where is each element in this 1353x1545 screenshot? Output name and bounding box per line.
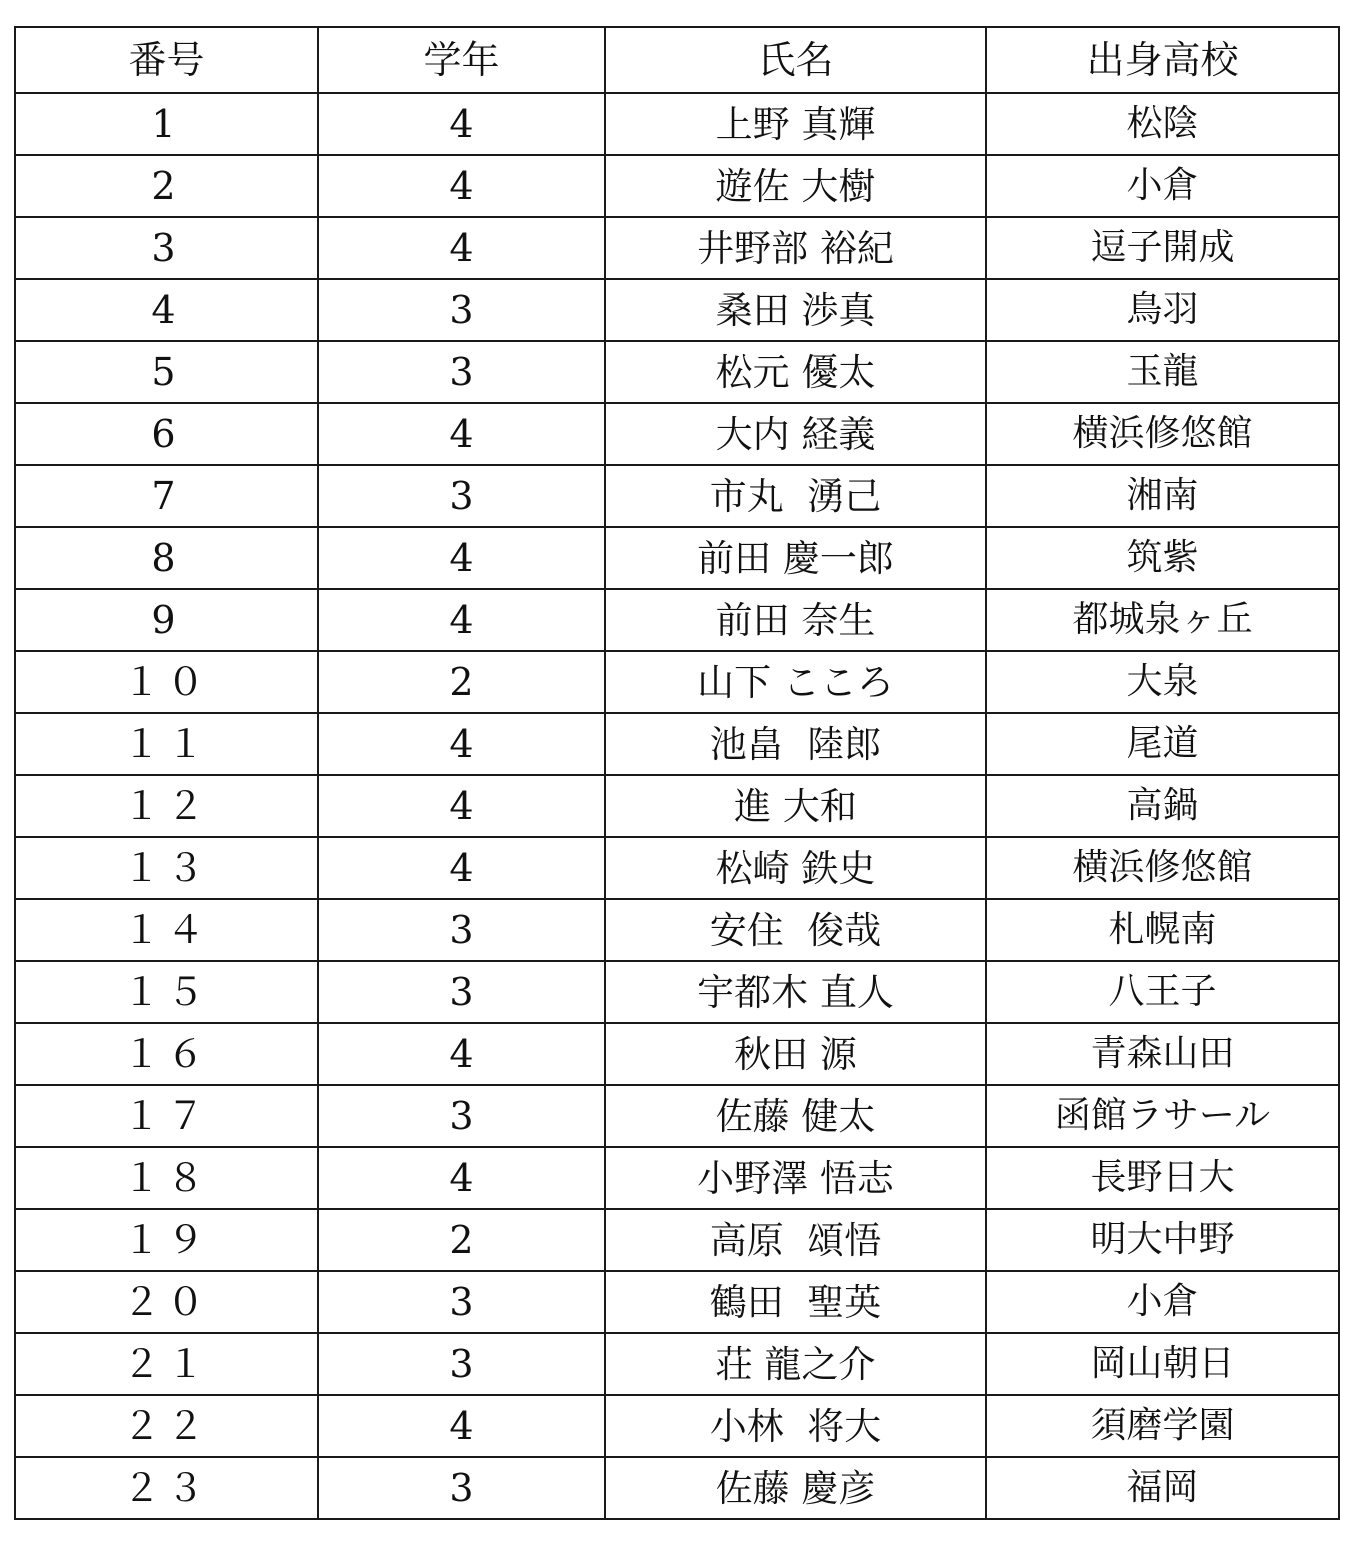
- cell-number: ２１: [15, 1333, 318, 1395]
- table-row: [15, 217, 1339, 279]
- cell-year: 2: [318, 1209, 605, 1271]
- table-row: [15, 1209, 1339, 1271]
- cell-number: １４: [15, 899, 318, 961]
- cell-number: 9: [15, 589, 318, 651]
- cell-high-school: 八王子: [986, 961, 1339, 1023]
- cell-number: ２３: [15, 1457, 318, 1519]
- table-row: [15, 651, 1339, 713]
- cell-year: 3: [318, 1333, 605, 1395]
- cell-student-name: 小林 将大: [605, 1395, 986, 1457]
- header-row: [15, 27, 1339, 93]
- cell-year: 2: [318, 651, 605, 713]
- cell-student-name: 前田 奈生: [605, 589, 986, 651]
- cell-high-school: 札幌南: [986, 899, 1339, 961]
- cell-number: １９: [15, 1209, 318, 1271]
- cell-number: 1: [15, 93, 318, 155]
- cell-high-school: 岡山朝日: [986, 1333, 1339, 1395]
- cell-student-name: 山下 こころ: [605, 651, 986, 713]
- cell-year: 4: [318, 589, 605, 651]
- cell-number: 2: [15, 155, 318, 217]
- cell-year: 3: [318, 341, 605, 403]
- header-name: 氏名: [605, 27, 986, 93]
- cell-number: １７: [15, 1085, 318, 1147]
- cell-year: 4: [318, 1395, 605, 1457]
- table-row: [15, 527, 1339, 589]
- cell-year: 4: [318, 403, 605, 465]
- cell-high-school: 明大中野: [986, 1209, 1339, 1271]
- table-row: [15, 465, 1339, 527]
- cell-number: １５: [15, 961, 318, 1023]
- cell-number: 3: [15, 217, 318, 279]
- cell-number: 7: [15, 465, 318, 527]
- table-row: [15, 775, 1339, 837]
- table-row: [15, 93, 1339, 155]
- table-row: [15, 961, 1339, 1023]
- cell-high-school: 都城泉ヶ丘: [986, 589, 1339, 651]
- cell-year: 4: [318, 837, 605, 899]
- cell-student-name: 高原 頌悟: [605, 1209, 986, 1271]
- table-row: [15, 837, 1339, 899]
- table-row: [15, 1085, 1339, 1147]
- roster-body: [15, 93, 1339, 1519]
- cell-number: 5: [15, 341, 318, 403]
- cell-year: 4: [318, 93, 605, 155]
- cell-year: 4: [318, 1023, 605, 1085]
- cell-high-school: 函館ラサール: [986, 1085, 1339, 1147]
- cell-student-name: 進 大和: [605, 775, 986, 837]
- cell-student-name: 池畠 陸郎: [605, 713, 986, 775]
- cell-high-school: 高鍋: [986, 775, 1339, 837]
- cell-number: １０: [15, 651, 318, 713]
- cell-year: 4: [318, 527, 605, 589]
- cell-student-name: 桑田 渉真: [605, 279, 986, 341]
- cell-number: １２: [15, 775, 318, 837]
- cell-year: 3: [318, 961, 605, 1023]
- cell-high-school: 湘南: [986, 465, 1339, 527]
- cell-year: 3: [318, 1457, 605, 1519]
- table-row: [15, 1457, 1339, 1519]
- cell-year: 4: [318, 155, 605, 217]
- cell-student-name: 秋田 源: [605, 1023, 986, 1085]
- cell-student-name: 宇都木 直人: [605, 961, 986, 1023]
- header-high-school: 出身高校: [986, 27, 1339, 93]
- cell-high-school: 須磨学園: [986, 1395, 1339, 1457]
- cell-year: 4: [318, 1147, 605, 1209]
- cell-student-name: 小野澤 悟志: [605, 1147, 986, 1209]
- table-row: [15, 589, 1339, 651]
- cell-number: 4: [15, 279, 318, 341]
- table-row: [15, 1147, 1339, 1209]
- cell-student-name: 大内 経義: [605, 403, 986, 465]
- table-row: [15, 403, 1339, 465]
- cell-high-school: 筑紫: [986, 527, 1339, 589]
- cell-student-name: 荘 龍之介: [605, 1333, 986, 1395]
- cell-high-school: 松陰: [986, 93, 1339, 155]
- cell-student-name: 鶴田 聖英: [605, 1271, 986, 1333]
- cell-year: 4: [318, 775, 605, 837]
- cell-year: 3: [318, 465, 605, 527]
- cell-high-school: 青森山田: [986, 1023, 1339, 1085]
- header-number: 番号: [15, 27, 318, 93]
- cell-number: 6: [15, 403, 318, 465]
- table-row: [15, 1023, 1339, 1085]
- cell-high-school: 小倉: [986, 155, 1339, 217]
- cell-year: 4: [318, 217, 605, 279]
- cell-high-school: 横浜修悠館: [986, 837, 1339, 899]
- cell-high-school: 尾道: [986, 713, 1339, 775]
- cell-number: 8: [15, 527, 318, 589]
- cell-high-school: 小倉: [986, 1271, 1339, 1333]
- roster-sheet: [14, 26, 1338, 1520]
- cell-student-name: 遊佐 大樹: [605, 155, 986, 217]
- header-year: 学年: [318, 27, 605, 93]
- cell-student-name: 上野 真輝: [605, 93, 986, 155]
- cell-high-school: 福岡: [986, 1457, 1339, 1519]
- roster-table: [14, 26, 1340, 1520]
- cell-number: １６: [15, 1023, 318, 1085]
- table-row: [15, 899, 1339, 961]
- cell-student-name: 佐藤 慶彦: [605, 1457, 986, 1519]
- table-row: [15, 341, 1339, 403]
- table-row: [15, 155, 1339, 217]
- cell-high-school: 玉龍: [986, 341, 1339, 403]
- cell-high-school: 長野日大: [986, 1147, 1339, 1209]
- cell-high-school: 逗子開成: [986, 217, 1339, 279]
- cell-year: 3: [318, 279, 605, 341]
- cell-year: 3: [318, 1085, 605, 1147]
- cell-student-name: 松崎 鉄史: [605, 837, 986, 899]
- cell-number: １３: [15, 837, 318, 899]
- cell-high-school: 鳥羽: [986, 279, 1339, 341]
- table-row: [15, 279, 1339, 341]
- cell-high-school: 大泉: [986, 651, 1339, 713]
- table-row: [15, 713, 1339, 775]
- table-row: [15, 1333, 1339, 1395]
- cell-student-name: 安住 俊哉: [605, 899, 986, 961]
- cell-student-name: 松元 優太: [605, 341, 986, 403]
- cell-number: １１: [15, 713, 318, 775]
- table-row: [15, 1271, 1339, 1333]
- cell-year: 4: [318, 713, 605, 775]
- cell-student-name: 井野部 裕紀: [605, 217, 986, 279]
- cell-student-name: 市丸 湧己: [605, 465, 986, 527]
- cell-number: １８: [15, 1147, 318, 1209]
- cell-year: 3: [318, 899, 605, 961]
- cell-number: ２２: [15, 1395, 318, 1457]
- cell-student-name: 佐藤 健太: [605, 1085, 986, 1147]
- cell-high-school: 横浜修悠館: [986, 403, 1339, 465]
- cell-year: 3: [318, 1271, 605, 1333]
- cell-number: ２０: [15, 1271, 318, 1333]
- table-row: [15, 1395, 1339, 1457]
- cell-student-name: 前田 慶一郎: [605, 527, 986, 589]
